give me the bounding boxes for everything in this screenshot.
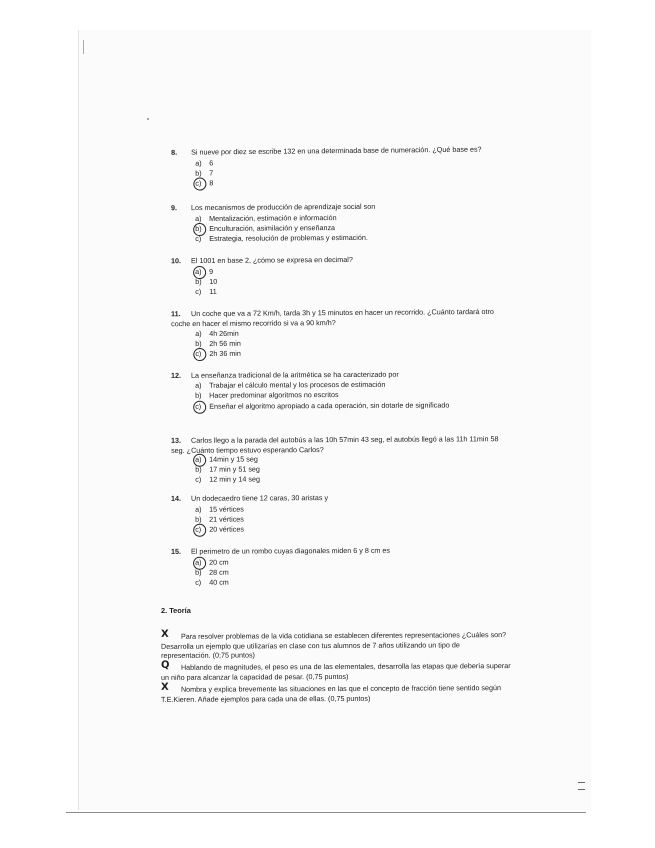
question-15 bbox=[171, 545, 521, 587]
theory-item-3 bbox=[161, 683, 511, 704]
option-c: c) 40 cm bbox=[195, 577, 229, 587]
section-title: 2. Teoría bbox=[161, 606, 191, 615]
question-14 bbox=[171, 492, 521, 534]
question-13 bbox=[171, 434, 521, 484]
question-9 bbox=[171, 201, 521, 244]
option-a: a) 20 cm bbox=[195, 558, 229, 568]
option-a: a) Trabajar el cálculo mental y los procesos de estimación bbox=[195, 379, 386, 390]
theory-item-2 bbox=[161, 661, 511, 682]
question-number: 14. bbox=[171, 493, 182, 503]
theory-text: Nombra y explica brevemente las situaciones en las que el concepto de fracción tiene sentido según T.E.Kieren. Añade ejemplos para cada una de ellas. (0,75 puntos) bbox=[161, 683, 502, 704]
option-c: c) 20 vértices bbox=[195, 525, 244, 535]
theory-item-1 bbox=[161, 630, 511, 661]
option-c: c) Estrategia, resolución de problemas y estimación. bbox=[195, 232, 368, 244]
option-a: a) 6 bbox=[195, 158, 214, 168]
question-text: El perimetro de un rombo cuyas diagonales miden 6 y 8 cm es bbox=[191, 545, 391, 556]
handwritten-mark: Q bbox=[160, 659, 170, 671]
option-c: c) 11 bbox=[195, 286, 217, 297]
option-c: c) 8 bbox=[195, 178, 213, 188]
option-b: b) 7 bbox=[195, 168, 214, 178]
theory-text: Hablando de magnitudes, el peso es una de las elementales, desarrolla las etapas que debería superar un niño para alcanzar la capacidad de pesar. (0,75 puntos) bbox=[161, 661, 511, 682]
answer-circle-mark bbox=[193, 401, 206, 414]
question-12 bbox=[171, 369, 521, 411]
option-b: b) 28 cm bbox=[195, 567, 229, 577]
option-b: b) 17 min y 51 seg bbox=[195, 464, 260, 474]
question-number: 9. bbox=[171, 203, 178, 213]
handwritten-mark: X bbox=[160, 628, 169, 640]
option-a: a) Mentalización, estimación e información bbox=[195, 213, 337, 224]
answer-circle-mark bbox=[193, 348, 206, 361]
answer-circle-mark bbox=[193, 177, 206, 190]
question-number: 15. bbox=[171, 546, 182, 556]
question-text: Un coche que va a 72 Km/h, tarda 3h y 15 minutos en hacer un recorrido. ¿Cuánto tardará otro coche en hacer el mismo recorrido si va a 90 km/h? bbox=[171, 306, 494, 328]
option-a: a) 15 vértices bbox=[195, 504, 244, 514]
option-a: a) 9 bbox=[195, 267, 213, 277]
question-8 bbox=[171, 144, 521, 188]
question-10 bbox=[171, 254, 521, 297]
question-text: Un dodecaedro tiene 12 caras, 30 aristas y bbox=[191, 493, 329, 503]
handwritten-mark: X bbox=[160, 681, 169, 693]
question-number: 11. bbox=[171, 309, 181, 319]
question-number: 10. bbox=[171, 256, 182, 266]
option-b: b) 21 vértices bbox=[195, 514, 244, 524]
option-c: c) 2h 36 min bbox=[195, 349, 241, 359]
option-b: b) 10 bbox=[195, 276, 218, 287]
question-text: Carlos llego a la parada del autobús a las 10h 57min 43 seg, el autobús llegó a las 11h 11min 58 seg. ¿Cuánto tiempo estuvo esperando Carlos? bbox=[171, 434, 499, 455]
question-text: El 1001 en base 2, ¿cómo se expresa en decimal? bbox=[191, 254, 353, 266]
question-text: Los mecanismos de producción de aprendizaje social son bbox=[191, 201, 376, 213]
theory-text: Para resolver problemas de la vida cotidiana se establecen diferentes representaciones ¿Cuáles son? Desarrolla un ejemplo que utilizarías en clase con tus alumnos de 7 años utilizando un tipo de representación. (0;75 puntos) bbox=[160, 630, 507, 661]
answer-circle-mark bbox=[193, 524, 206, 537]
option-a: a) 14min y 15 seg bbox=[195, 454, 258, 464]
option-b: b) Hacer predominar algoritmos no escritos bbox=[195, 390, 339, 400]
option-c: c) Enseñar el algoritmo apropiado a cada operación, sin dotarle de significado bbox=[195, 400, 449, 411]
option-a: a) 4h 26min bbox=[195, 328, 239, 339]
question-text: Si nueve por diez se escribe 132 en una determinada base de numeración. ¿Qué base es? bbox=[191, 144, 482, 157]
question-text: La enseñanza tradicional de la aritmética se ha caracterizado por bbox=[191, 369, 399, 380]
option-b: b) Enculturación, asimilación y enseñanza bbox=[195, 223, 335, 234]
question-number: 12. bbox=[171, 370, 182, 380]
option-b: b) 2h 56 min bbox=[195, 338, 241, 349]
question-number: 13. bbox=[171, 435, 182, 445]
question-11 bbox=[171, 306, 521, 359]
option-c: c) 12 min y 14 seg bbox=[195, 474, 261, 484]
question-number: 8. bbox=[171, 147, 178, 157]
